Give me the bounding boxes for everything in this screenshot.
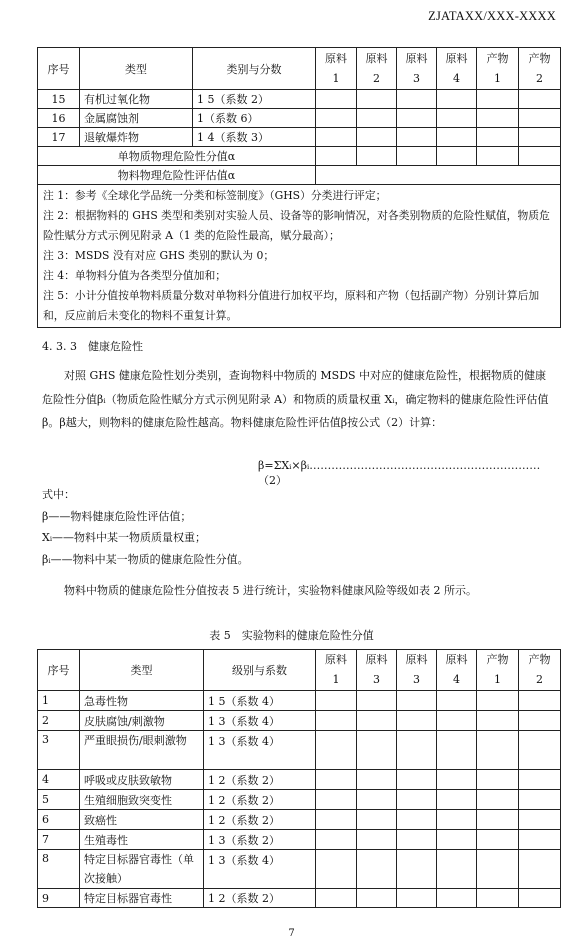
cell — [316, 711, 357, 731]
row-no: 17 — [38, 128, 80, 147]
formula-line: β=ΣXᵢ×βᵢ………………………………………………………（2） — [258, 459, 541, 487]
cell — [357, 731, 397, 770]
row-level: 1 5（系数 4） — [204, 691, 316, 711]
row-type: 急毒性物 — [80, 691, 204, 711]
cell — [519, 90, 561, 109]
col-header-no: 序号 — [38, 48, 80, 90]
cell — [357, 830, 397, 850]
row-type: 皮肤腐蚀/刺激物 — [80, 711, 204, 731]
cell — [519, 128, 561, 147]
cell — [437, 830, 477, 850]
cell — [519, 109, 561, 128]
cell — [397, 109, 437, 128]
table-row — [38, 889, 561, 908]
cell — [357, 711, 397, 731]
definitions — [42, 484, 249, 570]
note-4: 注 4：单物料分值为各类型分值加和； — [43, 269, 227, 282]
formula-number: （2） — [258, 474, 287, 487]
cell — [477, 810, 519, 830]
notes-cell — [38, 185, 561, 328]
sum-row-single — [38, 147, 561, 166]
col-header-prod1: 产物 1 — [477, 48, 519, 90]
row-type: 生殖毒性 — [80, 830, 204, 850]
cell — [519, 830, 561, 850]
cell — [437, 147, 477, 166]
row-category: 1 5（系数 2） — [193, 90, 316, 109]
row-no: 9 — [38, 889, 80, 908]
cell — [437, 850, 477, 889]
row-type: 严重眼损伤/眼刺激物 — [80, 731, 204, 770]
row-no: 16 — [38, 109, 80, 128]
cell — [397, 90, 437, 109]
table-row — [38, 711, 561, 731]
cell — [397, 830, 437, 850]
table-row — [38, 810, 561, 830]
col-header-type: 类型 — [80, 48, 193, 90]
col-header-type: 类型 — [80, 650, 204, 691]
row-no: 4 — [38, 770, 80, 790]
row-no: 15 — [38, 90, 80, 109]
row-level: 1 2（系数 2） — [204, 770, 316, 790]
cell — [437, 790, 477, 810]
col-header-raw3: 原料 3 — [397, 650, 437, 691]
cell — [316, 790, 357, 810]
table5-caption: 表 5 实验物料的健康危险性分值 — [209, 629, 374, 642]
table-row — [38, 109, 561, 128]
table5-header-row — [38, 650, 561, 691]
row-no: 1 — [38, 691, 80, 711]
cell — [477, 790, 519, 810]
cell — [437, 810, 477, 830]
row-category: 1 4（系数 3） — [193, 128, 316, 147]
section-heading: 4. 3. 3 健康危险性 — [42, 340, 143, 353]
cell — [397, 147, 437, 166]
cell — [477, 889, 519, 908]
cell — [477, 770, 519, 790]
cell — [437, 711, 477, 731]
cell — [397, 711, 437, 731]
cell — [519, 810, 561, 830]
row-type: 退敏爆炸物 — [80, 128, 193, 147]
col-header-level: 级别与系数 — [204, 650, 316, 691]
row-no: 6 — [38, 810, 80, 830]
cell — [316, 830, 357, 850]
cell — [397, 128, 437, 147]
paragraph-1: 对照 GHS 健康危险性划分类别，查询物料中物质的 MSDS 中对应的健康危险性，根据物质的健康危险性分值βᵢ（物质危险性赋分方式示例见附录 A）和物质的质量权重 Xᵢ，确定物料的健康危险性评估值β。β越大，则物料的健康危险性越高。物料健康危险性评估值β按公式（2）计算： — [42, 369, 549, 429]
physical-hazard-table — [37, 47, 561, 328]
cell — [519, 889, 561, 908]
table-row — [38, 90, 561, 109]
cell — [316, 109, 357, 128]
row-level: 1 3（系数 4） — [204, 711, 316, 731]
sum-row-total — [38, 166, 561, 185]
cell — [397, 850, 437, 889]
row-type: 金属腐蚀剂 — [80, 109, 193, 128]
cell — [357, 691, 397, 711]
row-level: 1 2（系数 2） — [204, 889, 316, 908]
cell — [437, 770, 477, 790]
cell — [357, 109, 397, 128]
cell — [437, 128, 477, 147]
cell — [477, 90, 519, 109]
note-2: 注 2：根据物料的 GHS 类型和类别对实验人员、设备等的影响情况，对各类别物质的危险性赋值，物质危险性赋分方式示例见附录 A（1 类的危险性最高，赋分最高）； — [43, 209, 550, 242]
cell — [477, 147, 519, 166]
cell — [437, 691, 477, 711]
col-header-raw4: 原料 4 — [437, 650, 477, 691]
cell — [519, 770, 561, 790]
definition-item: βᵢ——物料中某一物质的健康危险性分值。 — [42, 552, 249, 566]
cell — [437, 109, 477, 128]
row-no: 3 — [38, 731, 80, 770]
row-type: 呼吸或皮肤致敏物 — [80, 770, 204, 790]
col-header-prod2: 产物 2 — [519, 650, 561, 691]
col-header-no: 序号 — [38, 650, 80, 691]
cell — [316, 128, 357, 147]
where-label: 式中： — [42, 488, 75, 501]
cell — [519, 147, 561, 166]
sum-label-single: 单物质物理危险性分值α — [38, 147, 316, 166]
notes-row — [38, 185, 561, 328]
col-header-raw1: 原料 1 — [316, 48, 357, 90]
cell — [437, 889, 477, 908]
row-no: 5 — [38, 790, 80, 810]
row-no: 2 — [38, 711, 80, 731]
row-type: 特定目标器官毒性（单次接触） — [80, 850, 204, 889]
table-row — [38, 128, 561, 147]
sum-label-total: 物料物理危险性评估值α — [38, 166, 316, 185]
cell — [397, 790, 437, 810]
col-header-prod1: 产物 1 — [477, 650, 519, 691]
note-1: 注 1：参考《全球化学品统一分类和标签制度》（GHS）分类进行评定； — [43, 189, 387, 202]
cell — [437, 731, 477, 770]
table-row — [38, 830, 561, 850]
cell — [519, 711, 561, 731]
cell — [316, 147, 357, 166]
cell — [357, 147, 397, 166]
cell — [316, 166, 561, 185]
table-row — [38, 731, 561, 770]
cell — [437, 90, 477, 109]
col-header-raw2: 原料 2 — [357, 48, 397, 90]
table-row — [38, 790, 561, 810]
row-type: 有机过氧化物 — [80, 90, 193, 109]
row-type: 生殖细胞致突变性 — [80, 790, 204, 810]
cell — [519, 731, 561, 770]
health-hazard-table — [37, 649, 561, 908]
row-level: 1 2（系数 2） — [204, 790, 316, 810]
note-3: 注 3：MSDS 没有对应 GHS 类别的默认为 0； — [43, 249, 275, 262]
col-header-raw4: 原料 4 — [437, 48, 477, 90]
table-row — [38, 770, 561, 790]
definition-item: Xᵢ——物料中某一物质质量权重； — [42, 531, 207, 544]
col-header-category: 类别与分数 — [193, 48, 316, 90]
cell — [357, 790, 397, 810]
table-row — [38, 850, 561, 889]
table-row — [38, 691, 561, 711]
cell — [477, 128, 519, 147]
cell — [397, 731, 437, 770]
cell — [357, 889, 397, 908]
document-code: ZJATAXX/XXX-XXXX — [428, 9, 556, 23]
cell — [519, 850, 561, 889]
col-header-raw1: 原料 1 — [316, 650, 357, 691]
cell — [477, 691, 519, 711]
note-5: 注 5：小计分值按单物料质量分数对单物料分值进行加权平均，原料和产物（包括副产物）分别计算后加和，反应前后未变化的物料不重复计算。 — [43, 289, 540, 322]
table1-header-row — [38, 48, 561, 90]
cell — [316, 850, 357, 889]
cell — [397, 889, 437, 908]
formula: β=ΣXᵢ×βᵢ — [258, 459, 310, 472]
cell — [316, 731, 357, 770]
cell — [477, 731, 519, 770]
cell — [477, 830, 519, 850]
cell — [316, 810, 357, 830]
cell — [357, 90, 397, 109]
col-header-raw2: 原料 3 — [357, 650, 397, 691]
row-type: 特定目标器官毒性 — [80, 889, 204, 908]
row-no: 8 — [38, 850, 80, 889]
cell — [316, 691, 357, 711]
col-header-prod2: 产物 2 — [519, 48, 561, 90]
cell — [357, 850, 397, 889]
cell — [477, 711, 519, 731]
row-level: 1 3（系数 4） — [204, 731, 316, 770]
cell — [519, 691, 561, 711]
cell — [316, 770, 357, 790]
row-no: 7 — [38, 830, 80, 850]
page-number: 7 — [288, 928, 295, 939]
cell — [477, 109, 519, 128]
definition-item: β——物料健康危险性评估值； — [42, 509, 192, 523]
cell — [316, 90, 357, 109]
cell — [357, 128, 397, 147]
row-type: 致癌性 — [80, 810, 204, 830]
cell — [357, 770, 397, 790]
paragraph-2: 物料中物质的健康危险性分值按表 5 进行统计，实验物料健康风险等级如表 2 所示。 — [64, 584, 477, 597]
cell — [397, 810, 437, 830]
row-level: 1 3（系数 4） — [204, 850, 316, 889]
cell — [477, 850, 519, 889]
row-category: 1（系数 6） — [193, 109, 316, 128]
row-level: 1 3（系数 2） — [204, 830, 316, 850]
cell — [397, 770, 437, 790]
cell — [397, 691, 437, 711]
cell — [519, 790, 561, 810]
cell — [316, 889, 357, 908]
row-level: 1 2（系数 2） — [204, 810, 316, 830]
cell — [357, 810, 397, 830]
col-header-raw3: 原料 3 — [397, 48, 437, 90]
